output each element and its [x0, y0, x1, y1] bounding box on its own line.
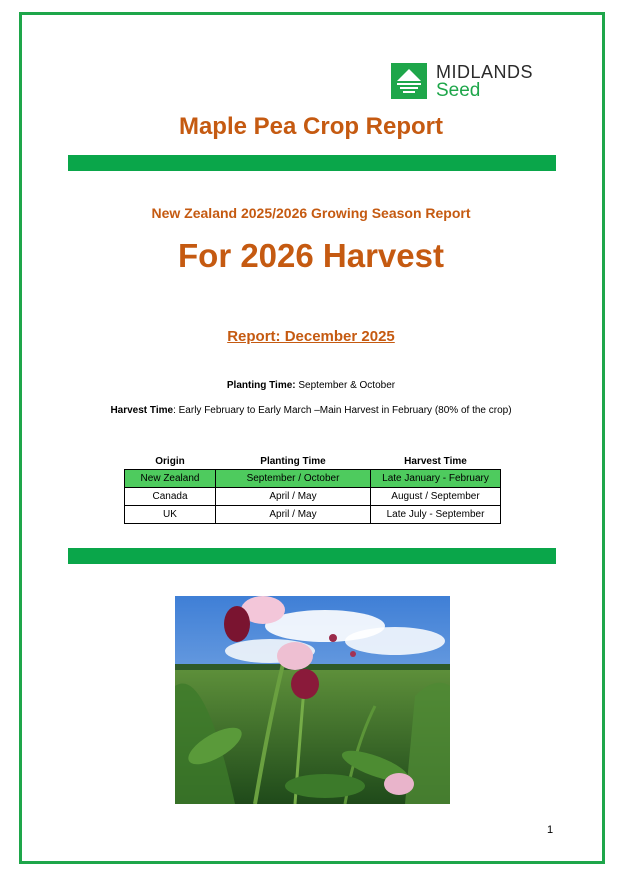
- logo-text-midlands: MIDLANDS: [436, 62, 534, 82]
- harvest-time-label: Harvest Time: [110, 405, 174, 416]
- header-origin: Origin: [155, 455, 185, 467]
- cell-planting: April / May: [216, 506, 371, 524]
- cell-planting: September / October: [216, 470, 371, 488]
- table-row: [125, 470, 501, 488]
- cell-planting: April / May: [216, 488, 371, 506]
- pea-flowers-field-photo: [175, 596, 450, 804]
- bottom-divider-bar: [68, 548, 556, 564]
- midlands-seed-logo: [391, 63, 561, 101]
- cell-origin: UK: [125, 506, 216, 524]
- midlands-leaf-icon: [391, 63, 427, 99]
- report-title: Maple Pea Crop Report: [178, 113, 444, 140]
- cell-harvest: Late January - February: [371, 470, 501, 488]
- cell-harvest: August / September: [371, 488, 501, 506]
- harvest-headline: For 2026 Harvest: [178, 237, 444, 274]
- top-divider-bar: [68, 155, 556, 171]
- season-subtitle: New Zealand 2025/2026 Growing Season Report: [151, 205, 471, 221]
- planting-time-value: September & October: [295, 380, 396, 391]
- header-harvest-time: Harvest Time: [404, 455, 467, 467]
- harvest-time-value: : Early February to Early March –Main Harvest in February (80% of the crop): [173, 405, 512, 416]
- header-planting-time: Planting Time: [260, 455, 326, 467]
- logo-text-seed: Seed: [436, 80, 481, 101]
- table-header-row: [125, 453, 501, 470]
- table-row: [125, 488, 501, 506]
- table-row: [125, 506, 501, 524]
- report-date: Report: December 2025: [227, 328, 395, 345]
- cell-origin: Canada: [125, 488, 216, 506]
- planting-time-line: [0, 380, 622, 391]
- harvest-time-line: [0, 405, 622, 416]
- planting-time-label: Planting Time:: [226, 380, 296, 391]
- page-number: 1: [547, 824, 554, 836]
- origin-timing-table: [124, 453, 501, 524]
- cell-harvest: Late July - September: [371, 506, 501, 524]
- cell-origin: New Zealand: [125, 470, 216, 488]
